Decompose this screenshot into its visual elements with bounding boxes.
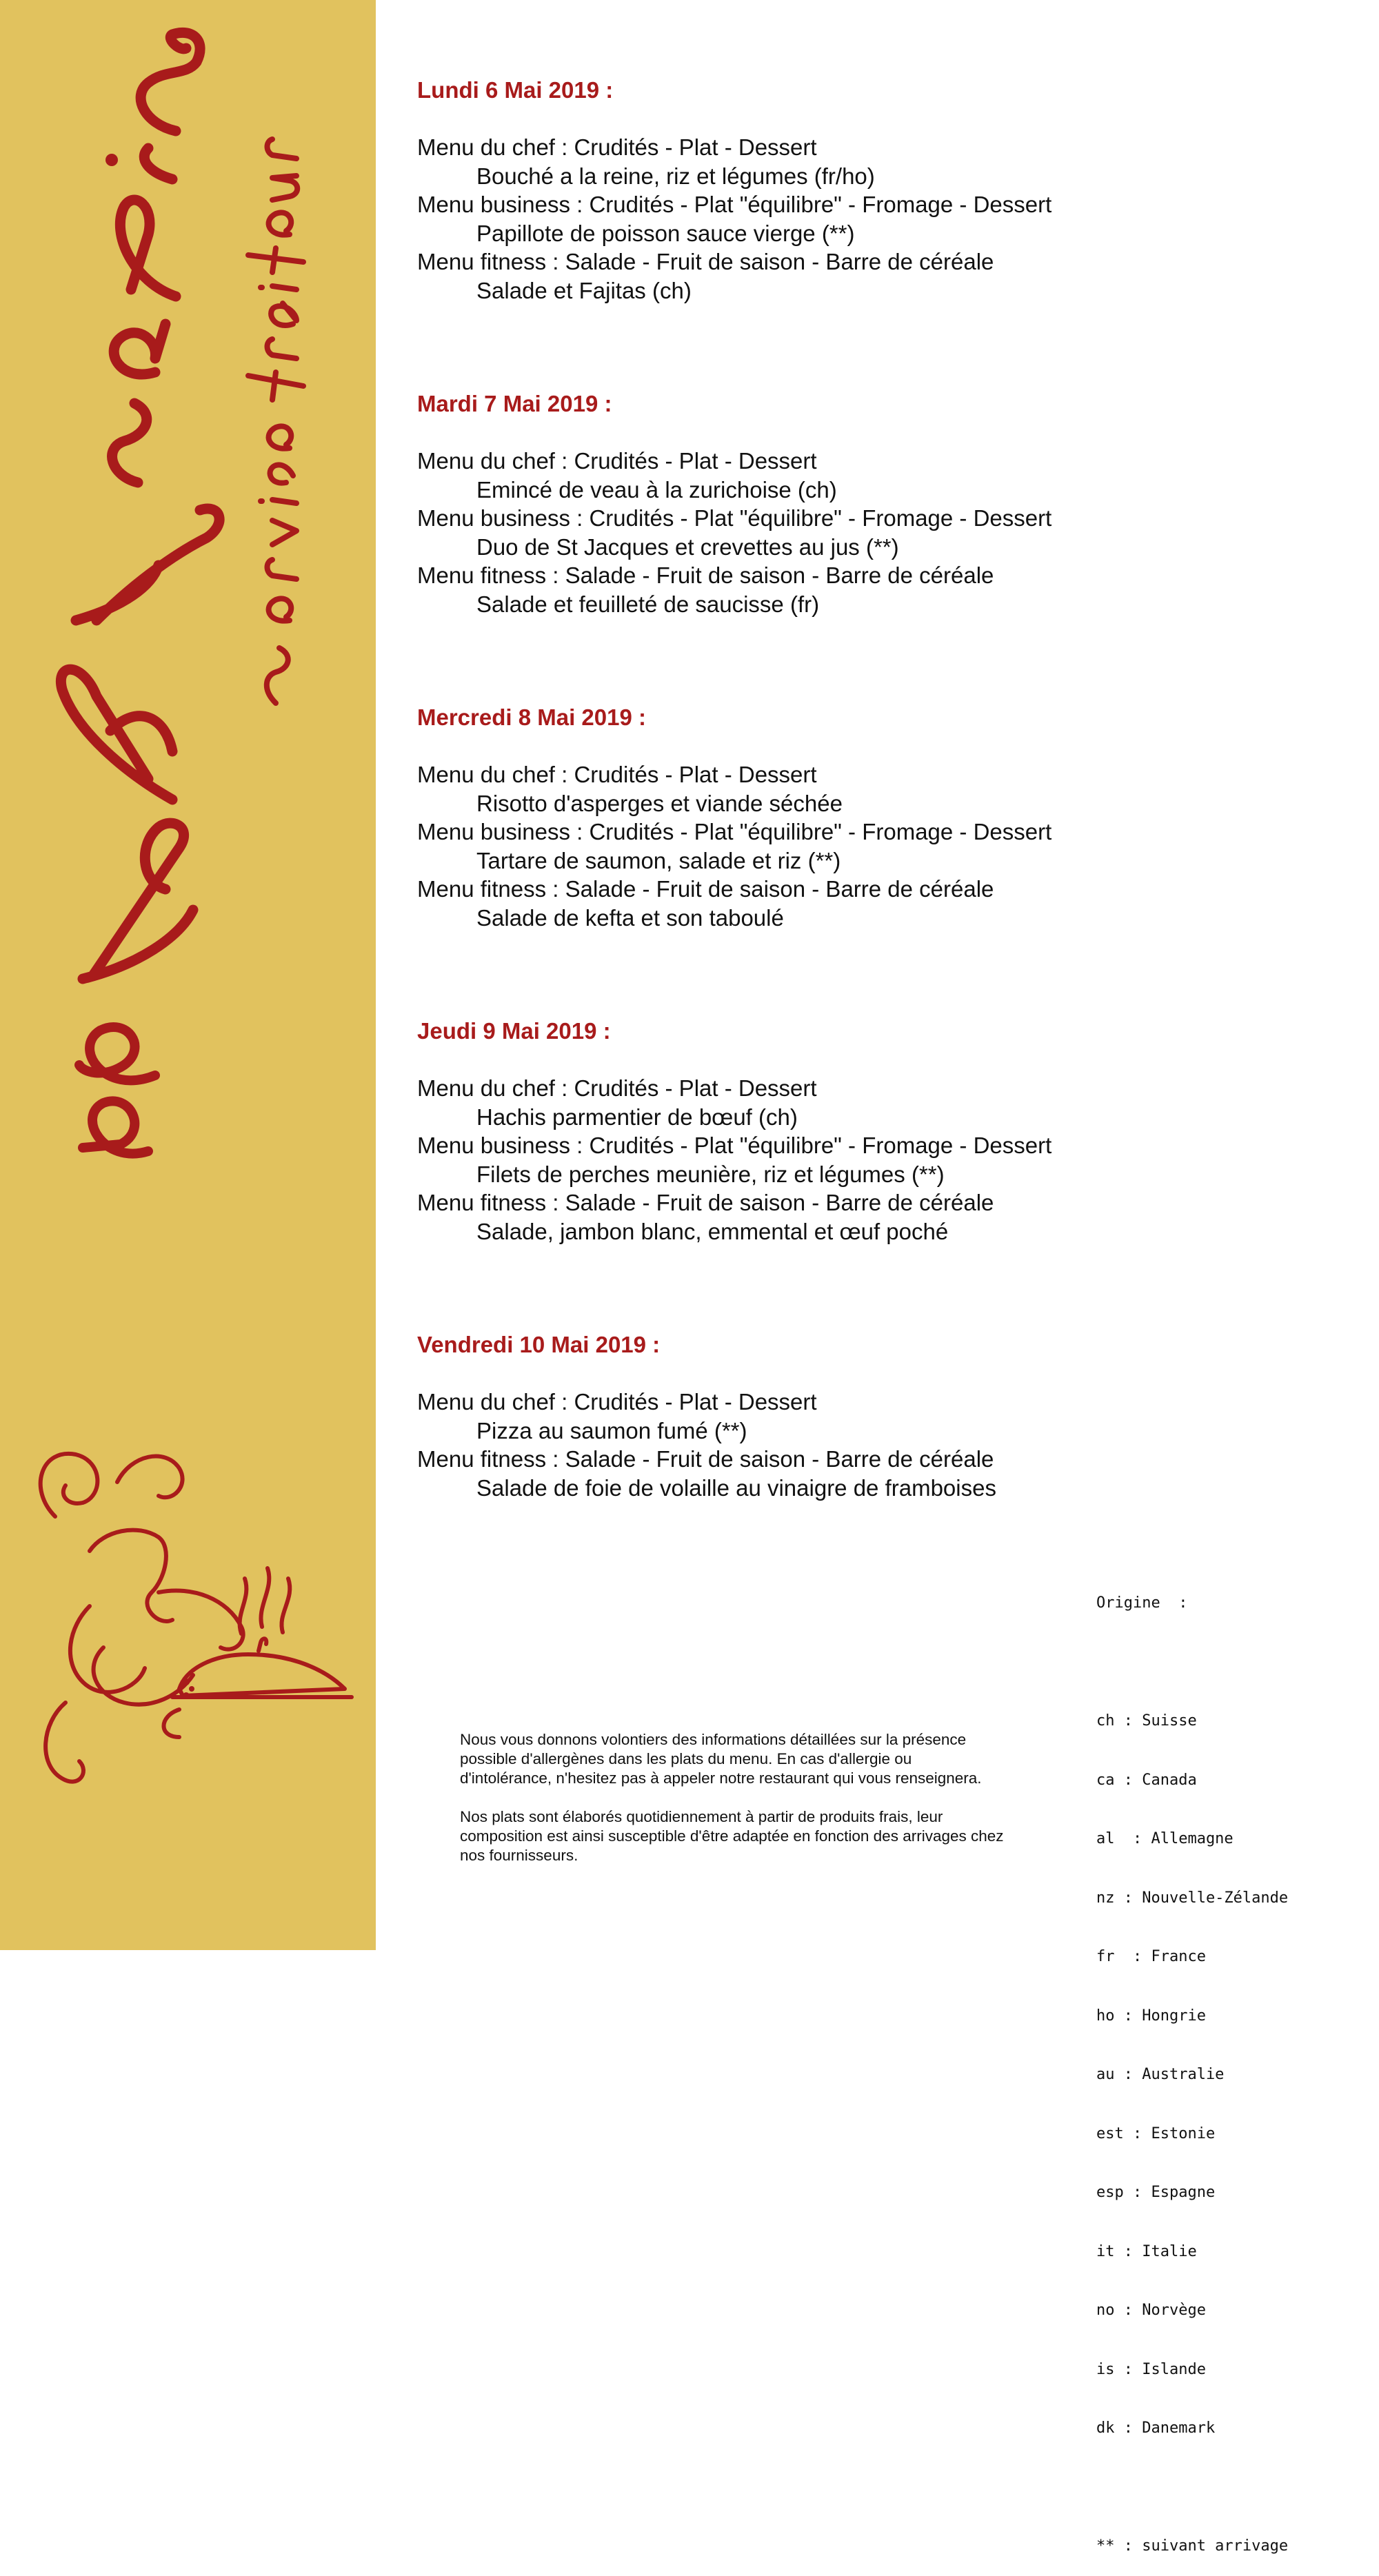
origin-code: est : Estonie [1096, 2124, 1216, 2142]
menu-name: Menu fitness : Salade - Fruit de saison - Barre de céréale [417, 1446, 994, 1472]
day-title: Lundi 6 Mai 2019 : [417, 77, 614, 103]
menu-name: Menu fitness : Salade - Fruit de saison - Barre de céréale [417, 1190, 994, 1215]
origin-code: ca : Canada [1096, 1771, 1197, 1789]
allergen-paragraph: Nous vous donnons volontiers des informations détaillées sur la présence possible d'allergènes dans les plats du menu. En cas d'allergie ou d'intolérance, n'hesitez pas à appeler notre restaurant qui vous renseignera. [460, 1731, 982, 1787]
origin-code: esp : Espagne [1096, 2184, 1216, 2201]
menu-dish: Salade et Fajitas (ch) [476, 277, 692, 303]
menu-dish: Salade, jambon blanc, emmental et œuf poché [476, 1218, 949, 1244]
menu-name: Menu du chef : Crudités - Plat - Dessert [417, 1075, 817, 1101]
allergen-note [460, 1730, 1005, 1885]
menu-name: Menu du chef : Crudités - Plat - Dessert [417, 1389, 817, 1414]
menu-name: Menu du chef : Crudités - Plat - Dessert [417, 134, 817, 160]
origin-code: al : Allemagne [1096, 1830, 1234, 1847]
origin-code: fr : France [1096, 1948, 1206, 1965]
logo-wordmark [61, 32, 219, 1153]
menu-list [417, 1388, 1313, 1502]
menu-dish: Bouché a la reine, riz et légumes (fr/ho) [476, 163, 875, 189]
day-section [417, 703, 1313, 1017]
day-section [417, 76, 1313, 389]
day-title: Mercredi 8 Mai 2019 : [417, 704, 646, 730]
menu-name: Menu business : Crudités - Plat "équilibre" - Fromage - Dessert [417, 819, 1052, 844]
menu-dish: Duo de St Jacques et crevettes au jus (**) [476, 534, 899, 560]
day-title: Mardi 7 Mai 2019 : [417, 391, 612, 416]
menu-name: Menu business : Crudités - Plat "équilibre" - Fromage - Dessert [417, 192, 1052, 217]
menu-dish: Salade de kefta et son taboulé [476, 904, 784, 931]
menu-list [417, 133, 1313, 305]
day-section [417, 389, 1313, 703]
origin-code: is : Islande [1096, 2360, 1206, 2378]
origin-code: it : Italie [1096, 2242, 1197, 2260]
origin-code: ch : Suisse [1096, 1712, 1197, 1730]
brand-logo [0, 0, 376, 1950]
menu-dish: Papillote de poisson sauce vierge (**) [476, 220, 855, 246]
daily-menus [417, 76, 1313, 1644]
origin-legend [1096, 1554, 1372, 2576]
menu-dish: Tartare de saumon, salade et riz (**) [476, 847, 841, 873]
freshness-paragraph: Nos plats sont élaborés quotidiennement à partir de produits frais, leur composition est ainsi susceptible d'être adaptée en fonction des arrivages chez nos fournisseurs. [460, 1808, 1004, 1864]
menu-dish: Filets de perches meunière, riz et légumes (**) [476, 1161, 945, 1187]
origin-code: nz : Nouvelle-Zélande [1096, 1889, 1289, 1907]
origin-code: dk : Danemark [1096, 2420, 1216, 2437]
menu-dish: Risotto d'asperges et viande séchée [476, 790, 843, 816]
menu-dish: Salade et feuilleté de saucisse (fr) [476, 591, 820, 617]
menu-list [417, 1074, 1313, 1246]
menu-name: Menu business : Crudités - Plat "équilibre" - Fromage - Dessert [417, 505, 1052, 531]
day-title: Vendredi 10 Mai 2019 : [417, 1332, 661, 1357]
origin-title: Origine : [1096, 1594, 1188, 1612]
day-section [417, 1017, 1313, 1330]
origin-code: no : Norvège [1096, 2302, 1206, 2319]
menu-name: Menu fitness : Salade - Fruit de saison - Barre de céréale [417, 249, 994, 274]
origin-footnote: ** : suivant arrivage [1096, 2537, 1289, 2555]
menu-list [417, 447, 1313, 618]
menu-name: Menu fitness : Salade - Fruit de saison - Barre de céréale [417, 562, 994, 588]
origin-code: ho : Hongrie [1096, 2007, 1206, 2025]
menu-dish: Salade de foie de volaille au vinaigre de framboises [476, 1474, 996, 1501]
day-title: Jeudi 9 Mai 2019 : [417, 1018, 611, 1044]
menu-dish: Emincé de veau à la zurichoise (ch) [476, 476, 837, 503]
chef-serving-cloche-icon [41, 1454, 352, 1782]
menu-dish: Pizza au saumon fumé (**) [476, 1417, 747, 1443]
menu-dish: Hachis parmentier de bœuf (ch) [476, 1104, 798, 1130]
menu-list [417, 760, 1313, 932]
menu-name: Menu business : Crudités - Plat "équilibre" - Fromage - Dessert [417, 1133, 1052, 1158]
menu-name: Menu du chef : Crudités - Plat - Dessert [417, 762, 817, 787]
menu-name: Menu du chef : Crudités - Plat - Dessert [417, 448, 817, 474]
logo-tagline [248, 139, 303, 703]
brand-sidebar [0, 0, 376, 1950]
menu-name: Menu fitness : Salade - Fruit de saison - Barre de céréale [417, 876, 994, 902]
origin-code: au : Australie [1096, 2066, 1225, 2083]
